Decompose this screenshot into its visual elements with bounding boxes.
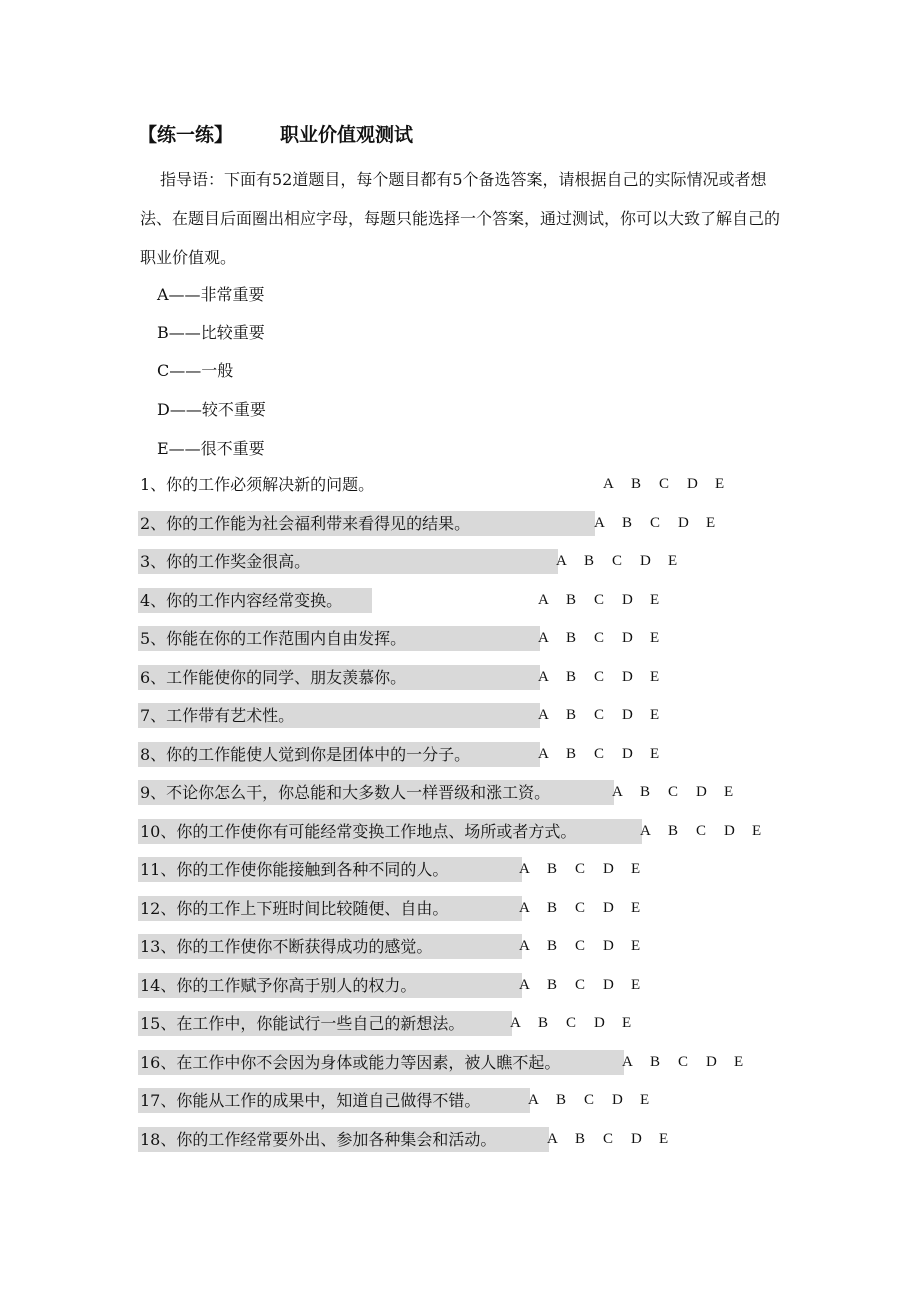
option-a[interactable]: A	[640, 822, 651, 839]
option-c[interactable]: C	[584, 1092, 595, 1108]
question-row	[138, 857, 641, 882]
option-d[interactable]: D	[622, 630, 633, 646]
option-c[interactable]: C	[594, 591, 605, 608]
question-text: 1、你的工作必须解决新的问题。	[140, 475, 375, 494]
question-text: 7、工作带有艺术性。	[140, 706, 295, 725]
option-d[interactable]: D	[622, 591, 633, 608]
option-a[interactable]: A	[556, 553, 567, 569]
answer-options	[622, 1050, 762, 1075]
option-b[interactable]: B	[650, 1053, 661, 1070]
option-a[interactable]: A	[538, 630, 549, 646]
option-d[interactable]: D	[687, 476, 698, 492]
option-e[interactable]: E	[752, 822, 762, 839]
option-d[interactable]: D	[603, 976, 614, 993]
instructions-text: 指导语：下面有52道题目，每个题目都有5个备选答案，请根据自己的实际情况或者想法、在题目后面圈出相应字母，每题只能选择一个答案，通过测试，你可以大致了解自己的职业价值观。	[140, 170, 781, 267]
question-text: 8、你的工作能使人觉到你是团体中的一分子。	[140, 744, 471, 764]
option-a[interactable]: A	[622, 1053, 633, 1070]
option-c[interactable]: C	[594, 668, 605, 685]
option-e[interactable]: E	[734, 1053, 744, 1070]
option-e[interactable]: E	[640, 1092, 650, 1108]
option-c[interactable]: C	[594, 745, 605, 762]
legend-item: A——非常重要	[157, 285, 265, 304]
question-row	[138, 934, 641, 959]
option-e[interactable]: E	[724, 784, 734, 800]
question-text: 17、你能从工作的成果中，知道自己做得不错。	[140, 1091, 481, 1110]
question-row	[138, 742, 660, 767]
option-e[interactable]: E	[706, 514, 716, 531]
option-d[interactable]: D	[603, 861, 614, 877]
question-text: 5、你能在你的工作范围内自由发挥。	[140, 629, 407, 648]
question-text: 6、工作能使你的同学、朋友羡慕你。	[140, 667, 407, 687]
question-row	[138, 626, 660, 651]
answer-options	[538, 626, 678, 651]
option-b[interactable]: B	[575, 1130, 586, 1147]
option-b[interactable]: B	[547, 861, 558, 877]
question-text: 12、你的工作上下班时间比较随便、自由。	[140, 898, 449, 918]
option-b[interactable]: B	[622, 514, 633, 531]
option-e[interactable]: E	[650, 745, 660, 762]
option-c[interactable]: C	[575, 899, 586, 916]
option-c[interactable]: C	[594, 630, 605, 646]
option-a[interactable]: A	[612, 784, 623, 800]
legend-item: D——较不重要	[157, 400, 266, 419]
question-row	[138, 1127, 669, 1152]
option-e[interactable]: E	[631, 861, 641, 877]
answer-options	[538, 742, 678, 767]
question-text: 4、你的工作内容经常变换。	[140, 590, 343, 610]
option-e[interactable]: E	[650, 591, 660, 608]
question-text: 9、不论你怎么干，你总能和大多数人一样晋级和涨工资。	[140, 783, 551, 802]
option-c[interactable]: C	[594, 707, 605, 723]
question-text: 3、你的工作奖金很高。	[140, 552, 311, 571]
legend-item: C——一般	[157, 361, 234, 380]
question-row	[138, 665, 660, 690]
option-c[interactable]: C	[668, 784, 679, 800]
option-a[interactable]: A	[519, 861, 530, 877]
answer-options	[528, 1088, 668, 1113]
question-row	[138, 703, 660, 728]
question-row	[138, 1088, 650, 1113]
option-d[interactable]: D	[724, 822, 735, 839]
legend-item: B——比较重要	[157, 323, 265, 342]
option-d[interactable]: D	[622, 745, 633, 762]
question-text: 10、你的工作使你有可能经常变换工作地点、场所或者方式。	[140, 821, 577, 841]
page-title	[138, 120, 414, 147]
option-c[interactable]: C	[612, 553, 623, 569]
answer-options	[519, 857, 659, 882]
question-row	[138, 511, 716, 536]
option-b[interactable]: B	[566, 591, 577, 608]
option-b[interactable]: B	[556, 1092, 567, 1108]
option-d[interactable]: D	[640, 553, 651, 569]
answer-options	[594, 511, 734, 536]
answer-options	[538, 588, 678, 613]
legend-item: E——很不重要	[157, 439, 265, 458]
option-a[interactable]: A	[528, 1092, 539, 1108]
option-c[interactable]: C	[696, 822, 707, 839]
option-b[interactable]: B	[640, 784, 651, 800]
option-c[interactable]: C	[603, 1130, 614, 1147]
option-b[interactable]: B	[668, 822, 679, 839]
option-a[interactable]: A	[538, 591, 549, 608]
option-a[interactable]: A	[594, 514, 605, 531]
option-b[interactable]: B	[547, 938, 558, 954]
question-row	[138, 1011, 632, 1036]
question-row	[138, 780, 734, 805]
option-c[interactable]: C	[650, 514, 661, 531]
answer-options	[640, 819, 780, 844]
option-c[interactable]: C	[678, 1053, 689, 1070]
answer-options	[538, 665, 678, 690]
question-text: 16、在工作中你不会因为身体或能力等因素，被人瞧不起。	[140, 1052, 561, 1072]
option-b[interactable]: B	[547, 899, 558, 916]
title-main: 职业价值观测试	[280, 124, 414, 146]
option-c[interactable]: C	[575, 938, 586, 954]
question-row	[138, 1050, 744, 1075]
option-a[interactable]: A	[547, 1130, 558, 1147]
answer-options	[612, 780, 752, 805]
option-d[interactable]: D	[622, 668, 633, 685]
instructions	[140, 160, 790, 277]
option-b[interactable]: B	[566, 668, 577, 685]
option-e[interactable]: E	[650, 707, 660, 723]
option-e[interactable]: E	[715, 476, 725, 492]
answer-options	[510, 1011, 650, 1036]
question-row	[138, 549, 678, 574]
option-d[interactable]: D	[603, 938, 614, 954]
option-d[interactable]: D	[678, 514, 689, 531]
question-row	[138, 472, 725, 497]
option-e[interactable]: E	[631, 976, 641, 993]
option-b[interactable]: B	[631, 476, 642, 492]
question-text: 14、你的工作赋予你高于别人的权力。	[140, 975, 417, 995]
question-text: 15、在工作中，你能试行一些自己的新想法。	[140, 1014, 465, 1033]
option-a[interactable]: A	[538, 707, 549, 723]
answer-options	[519, 934, 659, 959]
option-d[interactable]: D	[603, 899, 614, 916]
answer-options	[547, 1127, 687, 1152]
option-e[interactable]: E	[650, 668, 660, 685]
option-d[interactable]: D	[706, 1053, 717, 1070]
option-d[interactable]: D	[622, 707, 633, 723]
option-d[interactable]: D	[612, 1092, 623, 1108]
option-c[interactable]: C	[575, 861, 586, 877]
option-b[interactable]: B	[566, 707, 577, 723]
question-row	[138, 588, 660, 613]
option-e[interactable]: E	[622, 1015, 632, 1031]
answer-options	[519, 896, 659, 921]
option-b[interactable]: B	[547, 976, 558, 993]
option-d[interactable]: D	[594, 1015, 605, 1031]
option-d[interactable]: D	[696, 784, 707, 800]
option-e[interactable]: E	[631, 938, 641, 954]
option-b[interactable]: B	[538, 1015, 549, 1031]
option-b[interactable]: B	[566, 745, 577, 762]
question-text: 11、你的工作使你能接触到各种不同的人。	[140, 860, 449, 879]
answer-options	[603, 472, 743, 497]
option-a[interactable]: A	[510, 1015, 521, 1031]
option-c[interactable]: C	[566, 1015, 577, 1031]
option-a[interactable]: A	[519, 899, 530, 916]
option-e[interactable]: E	[650, 630, 660, 646]
option-a[interactable]: A	[538, 745, 549, 762]
question-text: 18、你的工作经常要外出、参加各种集会和活动。	[140, 1129, 497, 1149]
title-bracket: 【练一练】	[138, 124, 234, 146]
question-row	[138, 819, 762, 844]
option-d[interactable]: D	[631, 1130, 642, 1147]
option-a[interactable]: A	[603, 476, 614, 492]
answer-options	[538, 703, 678, 728]
question-row	[138, 973, 641, 998]
answer-options	[556, 549, 696, 574]
question-row	[138, 896, 641, 921]
option-a[interactable]: A	[538, 668, 549, 685]
option-e[interactable]: E	[659, 1130, 669, 1147]
option-b[interactable]: B	[566, 630, 577, 646]
option-a[interactable]: A	[519, 938, 530, 954]
option-c[interactable]: C	[659, 476, 670, 492]
question-text: 2、你的工作能为社会福利带来看得见的结果。	[140, 513, 471, 533]
answer-options	[519, 973, 659, 998]
option-b[interactable]: B	[584, 553, 595, 569]
question-text: 13、你的工作使你不断获得成功的感觉。	[140, 937, 433, 956]
option-e[interactable]: E	[668, 553, 678, 569]
option-e[interactable]: E	[631, 899, 641, 916]
option-c[interactable]: C	[575, 976, 586, 993]
option-a[interactable]: A	[519, 976, 530, 993]
